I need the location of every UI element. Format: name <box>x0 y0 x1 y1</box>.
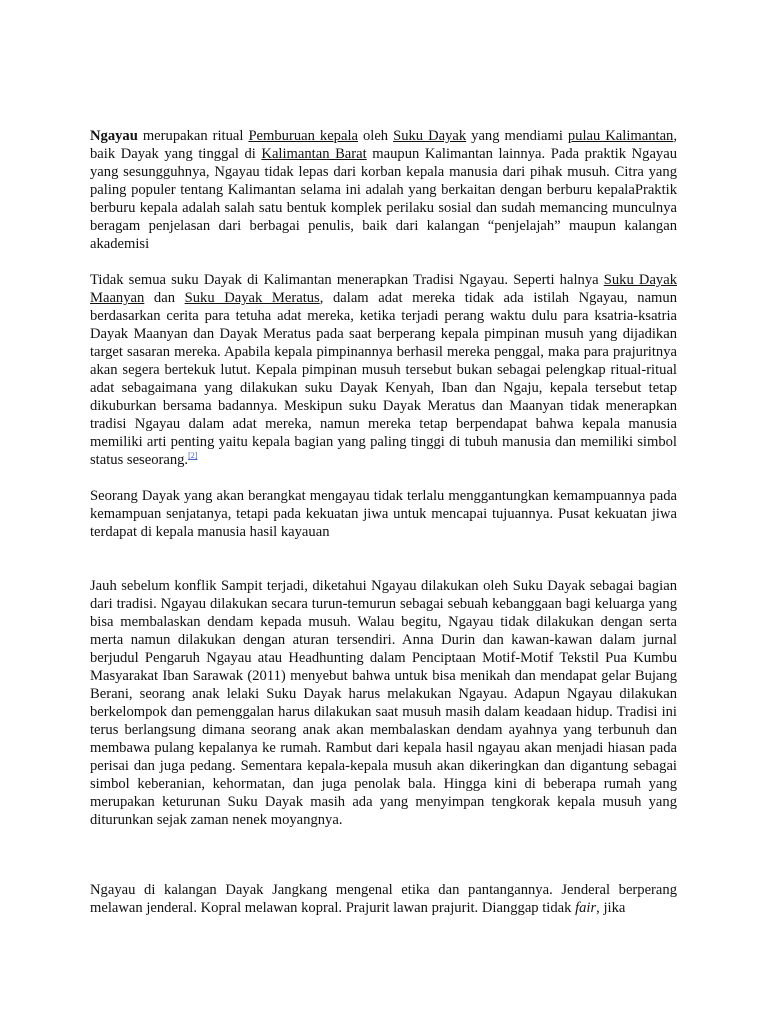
italic-fair: fair <box>575 900 597 916</box>
paragraph-tradisi-ngayau <box>90 577 677 829</box>
text-segment: Ngayau di kalangan Dayak Jangkang mengenal etika dan pantangannya. Jenderal berperang melawan jenderal. Kopral melawan kopral. Prajurit lawan prajurit. Dianggap tidak <box>90 882 677 916</box>
text-segment: , baik Dayak yang tinggal di <box>90 128 678 162</box>
text-segment: dan <box>144 290 185 306</box>
link-pemburuan-kepala[interactable]: Pemburuan kepala <box>248 128 358 144</box>
text-segment: , dalam adat mereka tidak ada istilah Ngayau, namun berdasarkan cerita para tetuha adat mereka, ketika terjadi perang waktu dulu para ksatria-ksatria Dayak Maanyan dan Dayak Meratus pada saat berperang kepala pimpinan musuh yang dijadikan target sasaran mereka. Apabila kepala pimpinannya berhasil mereka penggal, maka para prajuritnya akan segera bertekuk lutut. Kepala pimpinan musuh tersebut bukan sebagai pelengkap ritual-ritual adat sebagaimana yang dilakukan suku Dayak Kenyah, Iban dan Ngaju, kepala tersebut tetap dikuburkan bersama badannya. Meskipun suku Dayak Meratus dan Maanyan tidak menerapkan tradisi Ngayau dalam adat mereka, namun mereka tetap berpendapat bahwa kepala manusia memiliki arti penting yaitu kepala bagian yang paling tinggi di tubuh manusia dan memiliki simbol status seseorang. <box>90 290 678 468</box>
link-suku-dayak-maanyan[interactable]: Suku Dayak Maanyan <box>90 272 677 306</box>
paragraph-dayak-maanyan-meratus <box>90 271 677 469</box>
document-body <box>90 127 677 917</box>
text-segment: Seorang Dayak yang akan berangkat mengayau tidak terlalu menggantungkan kemampuannya pada kemampuan senjatanya, tetapi pada kekuatan jiwa untuk mencapai tujuannya. Pusat kekuatan jiwa terdapat di kepala manusia hasil kayauan <box>90 488 677 540</box>
text-segment: Tidak semua suku Dayak di Kalimantan menerapkan Tradisi Ngayau. Seperti halnya <box>90 272 604 288</box>
footnote-ref-2[interactable]: [2] <box>188 451 198 460</box>
paragraph-dayak-jangkang <box>90 881 677 917</box>
text-segment: oleh <box>357 128 394 144</box>
link-suku-dayak[interactable]: Suku Dayak <box>393 128 467 144</box>
term-ngayau: Ngayau <box>90 128 138 144</box>
text-segment: yang mendiami <box>466 128 568 144</box>
paragraph-kekuatan-jiwa <box>90 487 677 541</box>
link-pulau-kalimantan[interactable]: pulau Kalimantan <box>567 128 674 144</box>
link-kalimantan-barat[interactable]: Kalimantan Barat <box>261 146 367 162</box>
text-segment: maupun Kalimantan lainnya. Pada praktik Ngayau yang sesungguhnya, Ngayau tidak lepas dari korban kepala manusia dari pihak musuh. Citra yang paling populer tentang Kalimantan selama ini adalah yang berkaitan dengan berburu kepalaPraktik berburu kepala adalah salah satu bentuk komplek perilaku sosial dan sudah memancing munculnya beragam penjelasan dari berbagai penulis, baik dari kalangan “penjelajah” maupun kalangan akademisi <box>90 146 677 252</box>
link-suku-dayak-meratus[interactable]: Suku Dayak Meratus <box>184 290 320 306</box>
text-segment: , jika <box>596 900 626 916</box>
paragraph-ngayau-definition <box>90 127 677 253</box>
text-segment: Jauh sebelum konflik Sampit terjadi, diketahui Ngayau dilakukan oleh Suku Dayak sebagai bagian dari tradisi. Ngayau dilakukan secara turun-temurun sebagai sebuah kebanggaan bagi keluarga yang bisa membalaskan dendam kepada musuh. Walau begitu, Ngayau tidak dilakukan dengan serta merta namun dilakukan dengan aturan tersendiri. Anna Durin dan kawan-kawan dalam jurnal berjudul Pengaruh Ngayau atau Headhunting dalam Penciptaan Motif-Motif Tekstil Pua Kumbu Masyarakat Iban Sarawak (2011) menyebut bahwa untuk bisa menikah dan mendapat gelar Bujang Berani, seorang anak lelaki Suku Dayak harus melakukan Ngayau. Adapun Ngayau dilakukan berkelompok dan pemenggalan harus dilakukan saat musuh masih dalam keadaan hidup. Tradisi ini terus berlangsung dimana seorang anak akan membalaskan dendam ayahnya yang terbunuh dan membawa pulang kepalanya ke rumah. Rambut dari kepala hasil ngayau akan menjadi hiasan pada perisai dan juga pedang. Sementara kepala-kepala musuh akan dikeringkan dan digantung sebagai simbol keberanian, kehormatan, dan juga penolak bala. Hingga kini di beberapa rumah yang merupakan keturunan Suku Dayak masih ada yang menyimpan tengkorak kepala musuh yang diturunkan sejak zaman nenek moyangnya. <box>90 578 677 828</box>
text-segment: merupakan ritual <box>137 128 249 144</box>
